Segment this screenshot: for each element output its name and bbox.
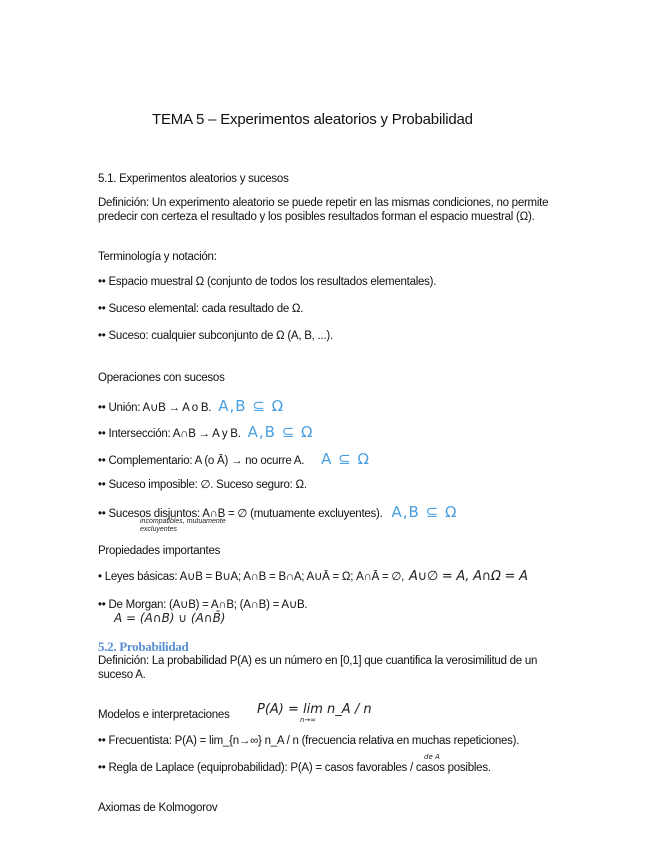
op-complement (98, 450, 370, 468)
term-sample-space: •• Espacio muestral Ω (conjunto de todos los resultados elementales). (98, 276, 437, 288)
models-heading: Modelos e interpretaciones (98, 709, 230, 721)
op-union-text: •• Unión: A∪B → A o B. (98, 402, 212, 414)
operations-heading: Operaciones con sucesos (98, 372, 225, 384)
model-frequentist: •• Frecuentista: P(A) = lim_{n→∞} n_A / n (frecuencia relativa en muchas repeticiones). (98, 735, 520, 747)
de-morgan-handwriting: A = (A∩B) ∪ (A∩B̄) (114, 611, 226, 625)
op-intersection-handwriting: A,B ⊆ Ω (247, 423, 314, 441)
axioms-heading: Axiomas de Kolmogorov (98, 802, 218, 814)
section-heading-5-2: 5.2. Probabilidad (98, 639, 189, 654)
op-impossible-certain: •• Suceso imposible: ∅. Suceso seguro: Ω. (98, 479, 307, 491)
op-intersection (98, 423, 314, 441)
term-elementary-event: •• Suceso elemental: cada resultado de Ω. (98, 303, 304, 315)
models-formula-handwriting: P(A) = lim n_A / n (257, 702, 372, 717)
basic-laws-text: • Leyes básicas: A∪B = B∪A; A∩B = B∩A; A∪Ā = Ω; A∩Ā = ∅, (98, 571, 405, 583)
disjoint-handwritten-note: incompatibles, mutuamente excluyentes (140, 518, 226, 533)
op-complement-text: •• Complementario: A (o Ā) → no ocurre A. (98, 455, 305, 467)
op-disjoint-handwriting: A,B ⊆ Ω (391, 503, 458, 521)
term-event: •• Suceso: cualquier subconjunto de Ω (A, B, ...). (98, 330, 333, 342)
op-disjoint-text: •• Sucesos disjuntos: A∩B = ∅ (mutuamente excluyentes). (98, 508, 383, 520)
model-laplace: •• Regla de Laplace (equiprobabilidad): P(A) = casos favorables / casos posibles. (98, 762, 491, 774)
op-intersection-text: •• Intersección: A∩B → A y B. (98, 428, 241, 440)
de-morgan: •• De Morgan: (A∪B) = A∩B; (A∩B) = A∪B. (98, 599, 308, 611)
basic-laws-handwriting: A∪∅ = A, A∩Ω = A (409, 569, 528, 584)
laplace-handwritten-note: de A (424, 753, 440, 761)
terminology-heading: Terminología y notación: (98, 251, 217, 263)
op-union (98, 397, 284, 415)
properties-heading: Propiedades importantes (98, 545, 221, 557)
basic-laws (98, 569, 528, 584)
op-union-handwriting: A,B ⊆ Ω (218, 397, 285, 415)
section-heading-5-1: 5.1. Experimentos aleatorios y sucesos (98, 173, 289, 185)
op-complement-handwriting: A ⊆ Ω (321, 450, 370, 468)
definition-experiment: Definición: Un experimento aleatorio se puede repetir en las mismas condiciones, no permite predecir con certeza el resultado y los posibles resultados forman el espacio muestral (Ω). (98, 197, 549, 223)
definition-probability: Definición: La probabilidad P(A) es un número en [0,1] que cuantifica la verosimilitud de un suceso A. (98, 655, 538, 681)
models-formula-subscript: n→∞ (300, 716, 317, 724)
page-title: TEMA 5 – Experimentos aleatorios y Probabilidad (152, 111, 473, 128)
